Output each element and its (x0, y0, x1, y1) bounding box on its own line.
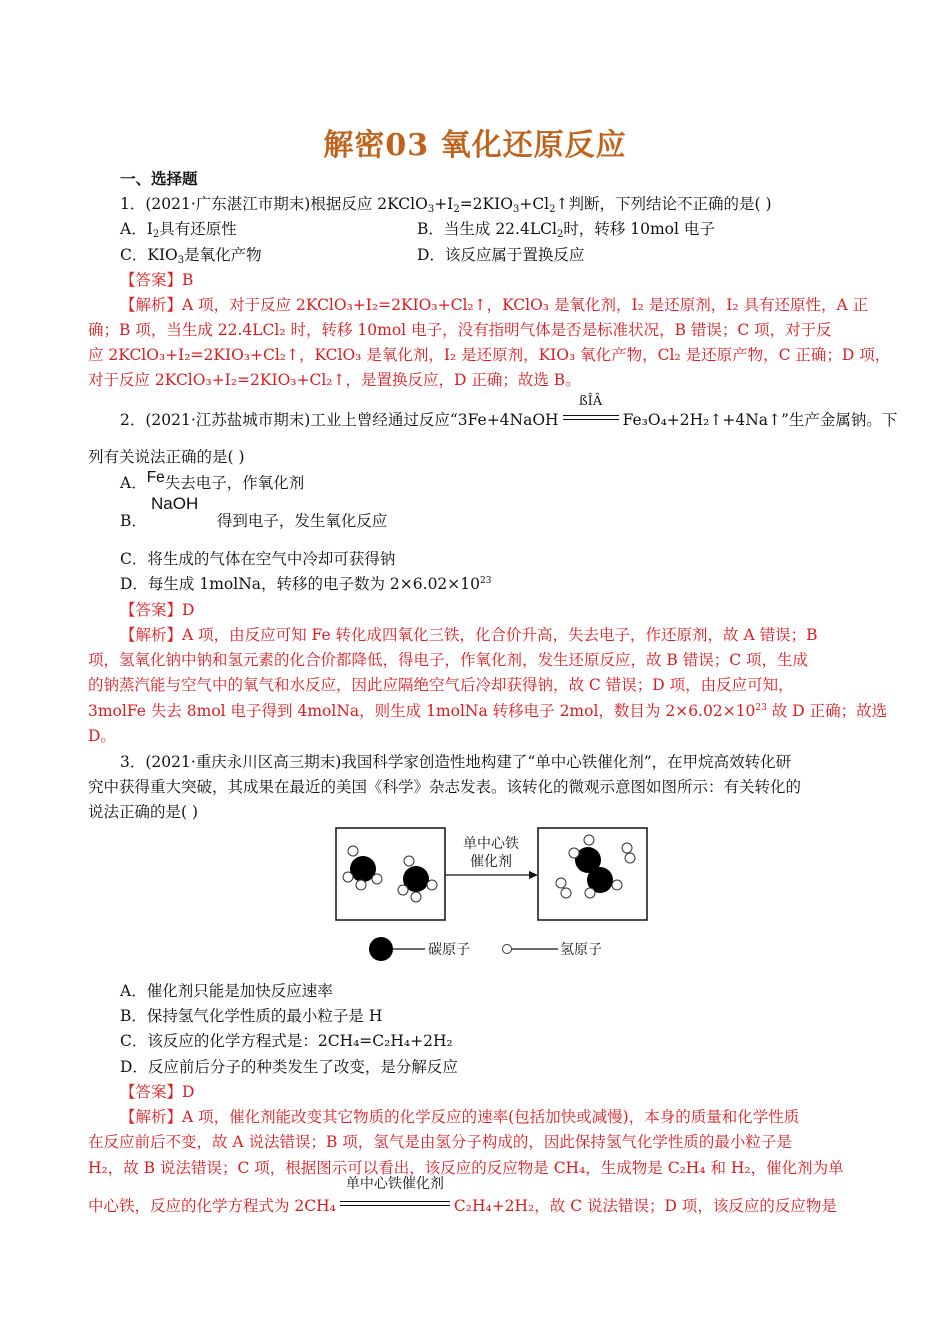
legend-carbon-label: 碳原子 (428, 942, 470, 958)
hydrogen-atom (411, 892, 421, 902)
q2-stem: 2．(2021·江苏盐城市期末)工业上曾经通过反应“3Fe+4NaOH ßÎÂ Fe₃O₄+2H₂↑+4Na↑”生产金属钠。下 (120, 394, 898, 429)
hydrogen-atom (622, 843, 632, 853)
q1-explanation-line: 【解析】A 项，对于反应 2KClO₃+I₂=2KIO₃+Cl₂↑，KClO₃ 是氧化剂，I₂ 是还原剂，I₂ 具有还原性，A 正 (120, 296, 869, 314)
hydrogen-atom (348, 846, 358, 856)
q1-option-a: A．$I_2$具有还原性 (120, 220, 237, 240)
q2-option-b: B． 得到电子，发生氧化反应 (120, 512, 388, 530)
hydrogen-atom (427, 880, 437, 890)
q3-stem-line: 3．(2021·重庆永川区高三期末)我国科学家创造性地构建了“单中心铁催化剂”，在甲烷高效转化研 (120, 753, 792, 771)
q3-answer: 【答案】D (120, 1083, 195, 1101)
q1-option-d: D．该反应属于置换反应 (417, 246, 585, 264)
hydrogen-atom (356, 880, 366, 890)
q3-option-c: C．该反应的化学方程式是：2CH₄=C₂H₄+2H₂ (120, 1032, 453, 1050)
hydrogen-atom (569, 848, 579, 858)
hydrogen-atom (612, 880, 622, 890)
hydrogen-atom (372, 874, 382, 884)
legend-carbon-symbol (369, 937, 393, 961)
q3-explanation-line: 在反应前后不变，故 A 说法错误；B 项，氢气是由氢分子构成的，因此保持氢气化学性质的最小粒子是 (88, 1133, 792, 1151)
q1-option-c: C．$KIO_3$是氧化产物 (120, 246, 262, 266)
q1-option-b: B．当生成 22.4LCl$_2$时，转移 10mol 电子 (417, 220, 715, 240)
catalyst-condition-arrow: 单中心铁催化剂 (336, 1195, 454, 1215)
q3-option-d: D．反应前后分子的种类发生了改变，是分解反应 (120, 1058, 458, 1076)
hydrogen-atom (556, 878, 566, 888)
hydrogen-atom (561, 888, 571, 898)
q2-option-a: A．Fe失去电子，作氧化剂 (120, 469, 305, 492)
q3-stem-line: 究中获得重大突破，其成果在最近的美国《科学》杂志发表。该转化的微观示意图如图所示：有关转化的 (88, 778, 802, 796)
hydrogen-atom (398, 885, 408, 895)
q1-explanation-line: 确；B 项，当生成 22.4LCl₂ 时，转移 10mol 电子，没有指明气体是否是标准状况，B 错误；C 项，对于反 (88, 321, 832, 339)
q2-explanation-line: D。 (88, 727, 116, 745)
q3-explanation-line: H₂，故 B 说法错误；C 项，根据图示可以看出，该反应的反应物是 CH₄，生成物是 C₂H₄ 和 H₂，催化剂为单 (88, 1159, 844, 1177)
q1-explanation-line: 应 2KClO₃+I₂=2KIO₃+Cl₂↑，KClO₃ 是氧化剂，I₂ 是还原剂，KIO₃ 氧化产物，Cl₂ 是还原产物，C 正确；D 项， (88, 346, 891, 364)
page-title: 解密03 氧化还原反应 (323, 128, 627, 163)
catalyst-label-line1: 单中心铁 (463, 836, 519, 852)
q2-stem-line2: 列有关说法正确的是( ) (88, 448, 245, 466)
methane-conversion-diagram (330, 822, 670, 972)
q3-explanation-line: 中心铁，反应的化学方程式为 2CH₄ 单中心铁催化剂 C₂H₄+2H₂，故 C 说法错误；D 项，该反应的反应物是 (88, 1176, 837, 1215)
reaction-arrow-head (529, 871, 538, 879)
q2-explanation-line: 项，氢氧化钠中钠和氢元素的化合价都降低，得电子，作氧化剂，发生还原反应，故 B 错误；C 项，生成 (88, 651, 809, 669)
hydrogen-atom (343, 872, 353, 882)
hydrogen-atom (625, 853, 635, 863)
q2-option-b-formula: NaOH (151, 494, 199, 513)
section-heading: 一、选择题 (120, 169, 198, 188)
q1-answer: 【答案】B (120, 271, 194, 289)
heat-condition-arrow: ßÎÂ (559, 409, 623, 429)
q2-explanation-line: 3molFe 失去 8mol 电子得到 4molNa，则生成 1molNa 转移电子 2mol，数目为 $2\times 6.02\times 10^{23}$ 故 D 正确；故选 (88, 702, 888, 720)
hydrogen-atom (584, 835, 594, 845)
q2-explanation-line: 的钠蒸汽能与空气中的氧气和水反应，因此应隔绝空气后冷却获得钠，故 C 错误；D 项，由反应可知， (88, 676, 794, 694)
legend-hydrogen-symbol (503, 945, 512, 954)
q3-option-a: A．催化剂只能是加快反应速率 (120, 982, 333, 1000)
q3-explanation-line: 【解析】A 项，催化剂能改变其它物质的化学反应的速率(包括加快或减慢)，本身的质量和化学性质 (120, 1108, 800, 1126)
hydrogen-atom (585, 888, 595, 898)
hydrogen-atom (404, 856, 414, 866)
q1-stem: 1．(2021·广东湛江市期末)根据反应 $2KClO_3+I_2=2KIO_3+Cl_2↑$判断，下列结论不正确的是( ) (120, 195, 772, 215)
q1-explanation-line: 对于反应 2KClO₃+I₂=2KIO₃+Cl₂↑，是置换反应，D 正确；故选 B。 (88, 371, 581, 389)
q2-option-d: D．每生成 1molNa，转移的电子数为 $2\times 6.02\times 10^{23}$ (120, 575, 492, 593)
q2-option-c: C．将生成的气体在空气中冷却可获得钠 (120, 550, 396, 568)
legend-hydrogen-label: 氢原子 (560, 942, 602, 958)
q3-stem-line: 说法正确的是( ) (88, 803, 199, 821)
q2-answer: 【答案】D (120, 601, 195, 619)
catalyst-label-line2: 催化剂 (470, 854, 512, 870)
q2-explanation-line: 【解析】A 项，由反应可知 Fe 转化成四氧化三铁，化合价升高，失去电子，作还原剂，故 A 错误；B (120, 626, 818, 644)
q3-option-b: B．保持氢气化学性质的最小粒子是 H (120, 1007, 383, 1025)
